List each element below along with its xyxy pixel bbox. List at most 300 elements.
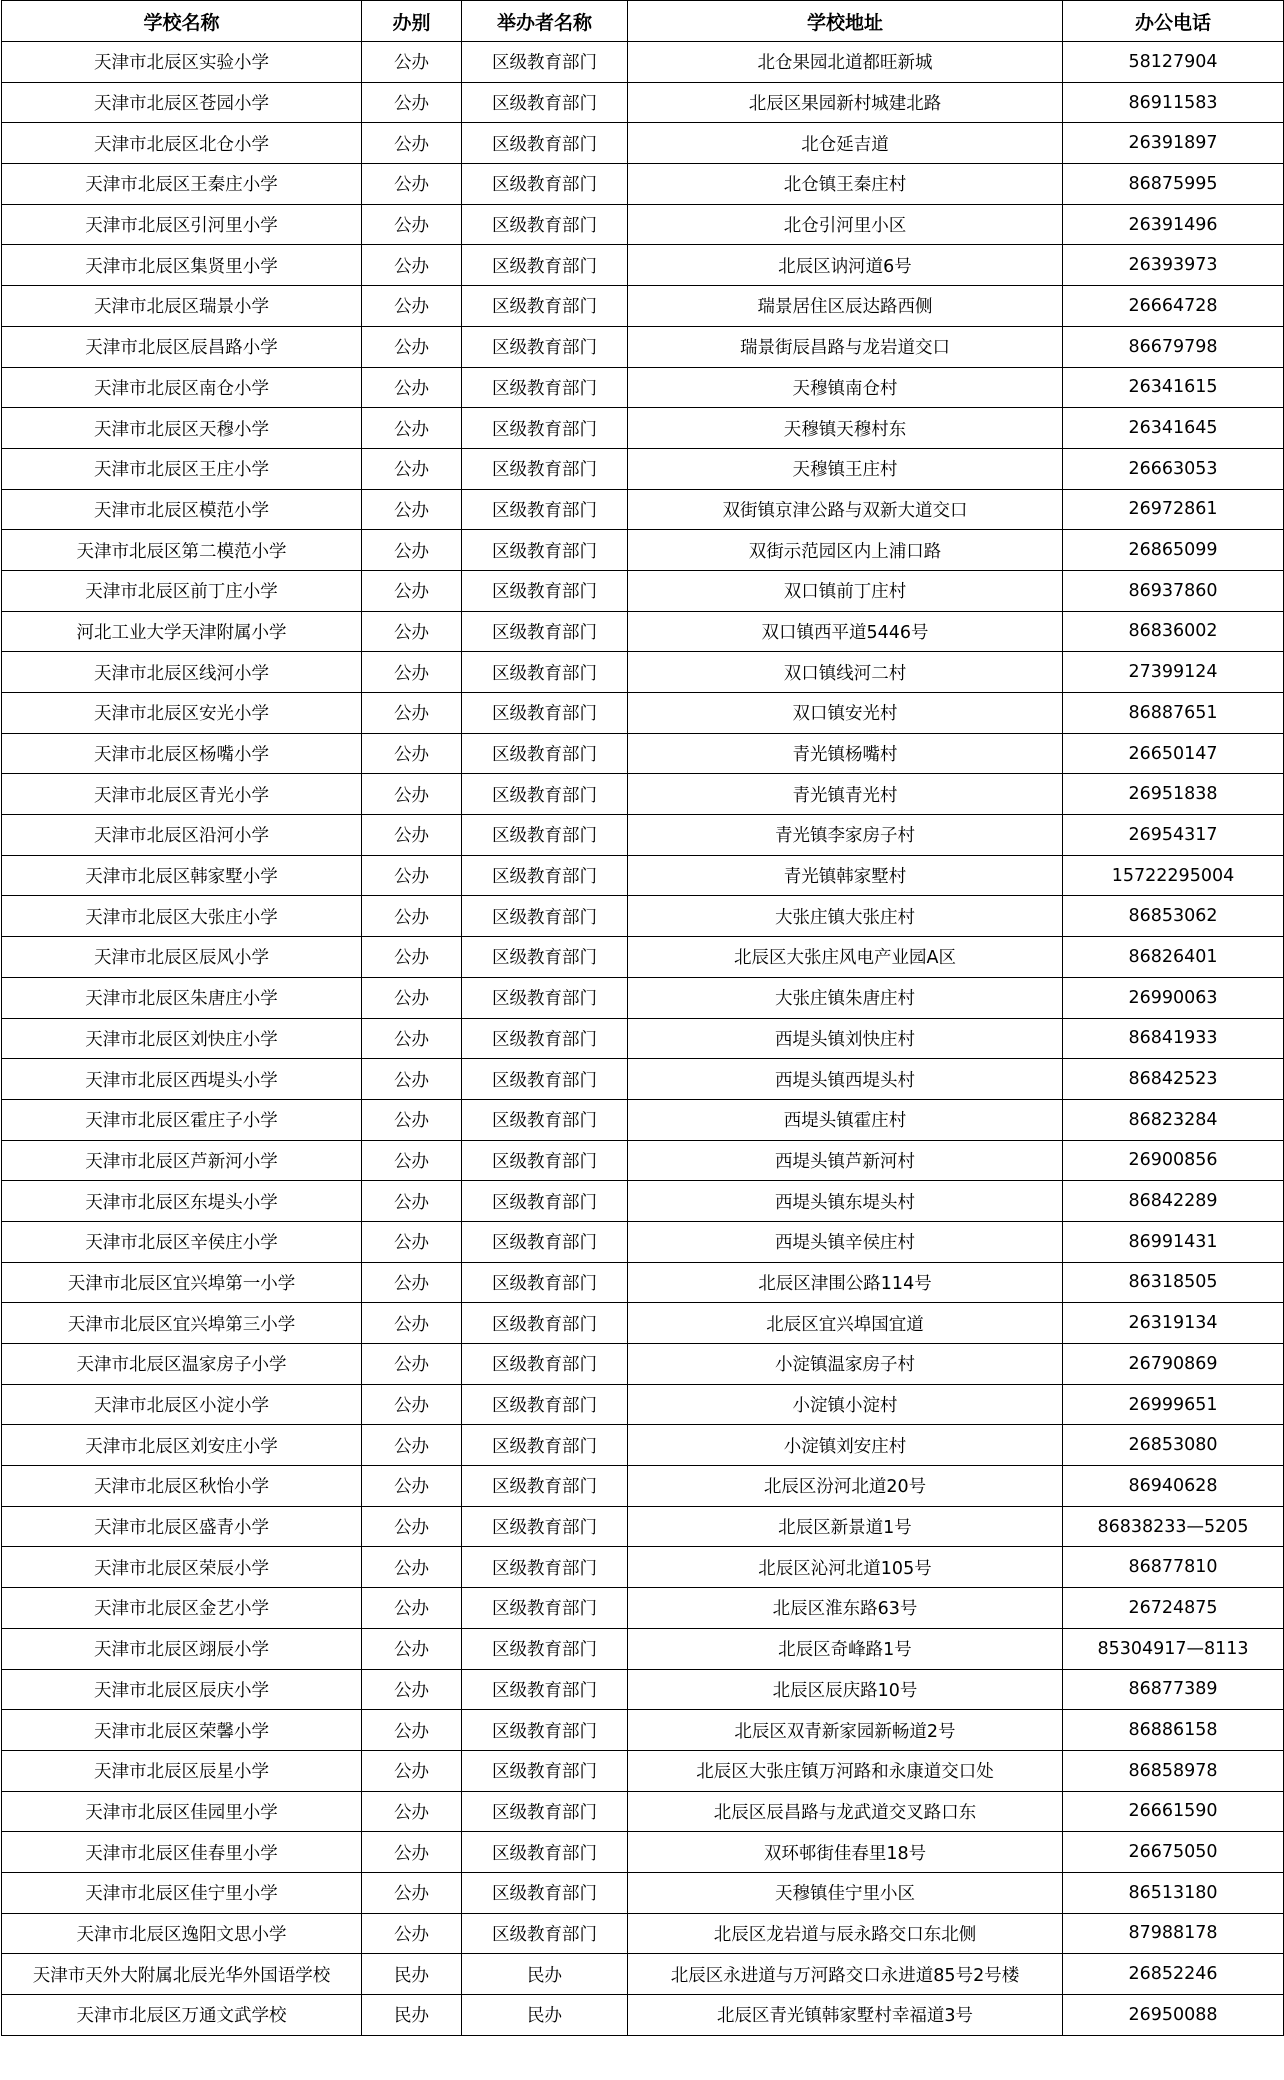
cell-address: 双口镇前丁庄村: [628, 570, 1063, 611]
cell-phone: 86991431: [1063, 1221, 1284, 1262]
cell-phone: 26650147: [1063, 733, 1284, 774]
cell-phone: 86937860: [1063, 570, 1284, 611]
cell-organizer: 区级教育部门: [462, 408, 628, 449]
cell-address: 西堤头镇西堤头村: [628, 1059, 1063, 1100]
cell-phone: 26853080: [1063, 1425, 1284, 1466]
cell-phone: 26951838: [1063, 774, 1284, 815]
table-row: [2, 815, 1284, 856]
header-organizer: 举办者名称: [462, 1, 628, 42]
table-row: [2, 896, 1284, 937]
cell-school-type: 公办: [362, 815, 462, 856]
cell-organizer: 区级教育部门: [462, 1669, 628, 1710]
cell-school-name: 天津市北辰区秋怡小学: [2, 1466, 362, 1507]
cell-organizer: 民办: [462, 1995, 628, 2036]
cell-phone: 26675050: [1063, 1832, 1284, 1873]
cell-school-name: 河北工业大学天津附属小学: [2, 611, 362, 652]
cell-address: 北辰区讷河道6号: [628, 245, 1063, 286]
cell-phone: 86513180: [1063, 1872, 1284, 1913]
cell-address: 瑞景居住区辰达路西侧: [628, 286, 1063, 327]
table-row: [2, 1791, 1284, 1832]
cell-school-type: 公办: [362, 1140, 462, 1181]
cell-phone: 26661590: [1063, 1791, 1284, 1832]
cell-address: 北辰区双青新家园新畅道2号: [628, 1710, 1063, 1751]
cell-phone: 26790869: [1063, 1344, 1284, 1385]
cell-school-name: 天津市北辰区辰庆小学: [2, 1669, 362, 1710]
cell-school-type: 公办: [362, 1221, 462, 1262]
cell-school-name: 天津市北辰区东堤头小学: [2, 1181, 362, 1222]
cell-school-name: 天津市北辰区北仓小学: [2, 123, 362, 164]
cell-school-type: 公办: [362, 1669, 462, 1710]
cell-organizer: 区级教育部门: [462, 855, 628, 896]
cell-phone: 86877810: [1063, 1547, 1284, 1588]
cell-address: 西堤头镇芦新河村: [628, 1140, 1063, 1181]
header-school-type: 办别: [362, 1, 462, 42]
cell-school-type: 公办: [362, 855, 462, 896]
cell-address: 北辰区大张庄镇万河路和永康道交口处: [628, 1750, 1063, 1791]
cell-school-type: 公办: [362, 123, 462, 164]
table-row: [2, 774, 1284, 815]
cell-address: 北仓引河里小区: [628, 204, 1063, 245]
cell-address: 小淀镇刘安庄村: [628, 1425, 1063, 1466]
table-row: [2, 1059, 1284, 1100]
table-row: [2, 82, 1284, 123]
table-row: [2, 1140, 1284, 1181]
cell-phone: 26865099: [1063, 530, 1284, 571]
cell-school-type: 公办: [362, 42, 462, 83]
cell-address: 西堤头镇辛侯庄村: [628, 1221, 1063, 1262]
cell-organizer: 区级教育部门: [462, 1791, 628, 1832]
school-table: [1, 0, 1284, 2036]
table-row: [2, 448, 1284, 489]
cell-address: 小淀镇小淀村: [628, 1384, 1063, 1425]
table-row: [2, 1181, 1284, 1222]
cell-address: 大张庄镇朱唐庄村: [628, 977, 1063, 1018]
cell-organizer: 区级教育部门: [462, 733, 628, 774]
cell-school-name: 天津市北辰区小淀小学: [2, 1384, 362, 1425]
table-row: [2, 1506, 1284, 1547]
cell-school-name: 天津市北辰区王庄小学: [2, 448, 362, 489]
cell-school-type: 公办: [362, 1628, 462, 1669]
cell-school-type: 公办: [362, 1710, 462, 1751]
cell-phone: 26950088: [1063, 1995, 1284, 2036]
cell-organizer: 区级教育部门: [462, 1344, 628, 1385]
table-row: [2, 1547, 1284, 1588]
cell-address: 青光镇杨嘴村: [628, 733, 1063, 774]
table-row: [2, 1710, 1284, 1751]
table-row: [2, 489, 1284, 530]
cell-organizer: 区级教育部门: [462, 204, 628, 245]
cell-school-type: 公办: [362, 652, 462, 693]
cell-phone: 26393973: [1063, 245, 1284, 286]
table-header: [2, 1, 1284, 42]
cell-organizer: 区级教育部门: [462, 1588, 628, 1629]
cell-organizer: 区级教育部门: [462, 570, 628, 611]
cell-school-name: 天津市北辰区天穆小学: [2, 408, 362, 449]
cell-address: 西堤头镇霍庄村: [628, 1099, 1063, 1140]
cell-organizer: 区级教育部门: [462, 774, 628, 815]
cell-phone: 86911583: [1063, 82, 1284, 123]
cell-address: 天穆镇佳宁里小区: [628, 1872, 1063, 1913]
cell-school-name: 天津市北辰区大张庄小学: [2, 896, 362, 937]
cell-phone: 86940628: [1063, 1466, 1284, 1507]
cell-address: 北仓延吉道: [628, 123, 1063, 164]
cell-school-type: 公办: [362, 204, 462, 245]
cell-organizer: 区级教育部门: [462, 1872, 628, 1913]
cell-school-name: 天津市北辰区辰昌路小学: [2, 326, 362, 367]
cell-school-type: 公办: [362, 1303, 462, 1344]
cell-school-name: 天津市北辰区西堤头小学: [2, 1059, 362, 1100]
cell-address: 青光镇青光村: [628, 774, 1063, 815]
cell-organizer: 区级教育部门: [462, 1750, 628, 1791]
cell-address: 大张庄镇大张庄村: [628, 896, 1063, 937]
cell-school-type: 公办: [362, 1872, 462, 1913]
cell-school-name: 天津市北辰区宜兴埠第三小学: [2, 1303, 362, 1344]
cell-address: 青光镇韩家墅村: [628, 855, 1063, 896]
cell-organizer: 区级教育部门: [462, 1384, 628, 1425]
cell-school-type: 公办: [362, 1791, 462, 1832]
cell-school-name: 天津市北辰区王秦庄小学: [2, 164, 362, 205]
cell-school-name: 天津市北辰区韩家墅小学: [2, 855, 362, 896]
table-row: [2, 42, 1284, 83]
table-row: [2, 611, 1284, 652]
cell-organizer: 区级教育部门: [462, 1181, 628, 1222]
cell-organizer: 区级教育部门: [462, 530, 628, 571]
cell-school-name: 天津市北辰区佳园里小学: [2, 1791, 362, 1832]
cell-organizer: 区级教育部门: [462, 1018, 628, 1059]
cell-school-type: 公办: [362, 489, 462, 530]
table-row: [2, 1221, 1284, 1262]
table-row: [2, 937, 1284, 978]
table-row: [2, 1872, 1284, 1913]
cell-school-type: 公办: [362, 408, 462, 449]
cell-phone: 26724875: [1063, 1588, 1284, 1629]
cell-school-type: 公办: [362, 1913, 462, 1954]
cell-phone: 86858978: [1063, 1750, 1284, 1791]
cell-school-type: 公办: [362, 937, 462, 978]
cell-school-type: 公办: [362, 611, 462, 652]
cell-organizer: 区级教育部门: [462, 1710, 628, 1751]
cell-organizer: 区级教育部门: [462, 1099, 628, 1140]
cell-school-name: 天津市北辰区引河里小学: [2, 204, 362, 245]
cell-school-name: 天津市北辰区实验小学: [2, 42, 362, 83]
cell-phone: 87988178: [1063, 1913, 1284, 1954]
cell-organizer: 区级教育部门: [462, 367, 628, 408]
cell-school-name: 天津市北辰区第二模范小学: [2, 530, 362, 571]
cell-school-type: 公办: [362, 896, 462, 937]
cell-address: 北辰区大张庄风电产业园A区: [628, 937, 1063, 978]
cell-address: 双街示范园区内上浦口路: [628, 530, 1063, 571]
cell-address: 小淀镇温家房子村: [628, 1344, 1063, 1385]
table-row: [2, 1750, 1284, 1791]
cell-school-name: 天津市北辰区青光小学: [2, 774, 362, 815]
cell-school-name: 天津市北辰区金艺小学: [2, 1588, 362, 1629]
table-row: [2, 286, 1284, 327]
cell-school-type: 公办: [362, 1425, 462, 1466]
cell-phone: 86886158: [1063, 1710, 1284, 1751]
cell-organizer: 区级教育部门: [462, 1913, 628, 1954]
table-row: [2, 1913, 1284, 1954]
cell-organizer: 区级教育部门: [462, 448, 628, 489]
cell-phone: 86842289: [1063, 1181, 1284, 1222]
cell-school-type: 公办: [362, 733, 462, 774]
cell-school-type: 公办: [362, 367, 462, 408]
cell-school-type: 公办: [362, 570, 462, 611]
cell-address: 北辰区汾河北道20号: [628, 1466, 1063, 1507]
table-row: [2, 1099, 1284, 1140]
cell-school-type: 公办: [362, 1506, 462, 1547]
cell-address: 北辰区津围公路114号: [628, 1262, 1063, 1303]
cell-phone: 26972861: [1063, 489, 1284, 530]
cell-phone: 15722295004: [1063, 855, 1284, 896]
cell-school-name: 天津市北辰区辰风小学: [2, 937, 362, 978]
cell-phone: 86853062: [1063, 896, 1284, 937]
cell-school-name: 天津市北辰区杨嘴小学: [2, 733, 362, 774]
table-row: [2, 123, 1284, 164]
cell-organizer: 区级教育部门: [462, 42, 628, 83]
cell-school-name: 天津市北辰区盛青小学: [2, 1506, 362, 1547]
cell-phone: 26391897: [1063, 123, 1284, 164]
table-row: [2, 1018, 1284, 1059]
cell-phone: 27399124: [1063, 652, 1284, 693]
cell-organizer: 区级教育部门: [462, 1262, 628, 1303]
cell-school-name: 天津市北辰区朱唐庄小学: [2, 977, 362, 1018]
cell-school-type: 民办: [362, 1954, 462, 1995]
cell-address: 西堤头镇东堤头村: [628, 1181, 1063, 1222]
cell-school-name: 天津市北辰区瑞景小学: [2, 286, 362, 327]
cell-organizer: 区级教育部门: [462, 1425, 628, 1466]
cell-school-name: 天津市北辰区集贤里小学: [2, 245, 362, 286]
cell-organizer: 区级教育部门: [462, 611, 628, 652]
cell-address: 天穆镇王庄村: [628, 448, 1063, 489]
cell-organizer: 区级教育部门: [462, 1466, 628, 1507]
cell-address: 北仓果园北道都旺新城: [628, 42, 1063, 83]
cell-phone: 85304917—8113: [1063, 1628, 1284, 1669]
cell-organizer: 区级教育部门: [462, 815, 628, 856]
cell-school-name: 天津市北辰区刘快庄小学: [2, 1018, 362, 1059]
cell-school-name: 天津市北辰区前丁庄小学: [2, 570, 362, 611]
cell-phone: 26319134: [1063, 1303, 1284, 1344]
table-row: [2, 326, 1284, 367]
cell-organizer: 区级教育部门: [462, 1832, 628, 1873]
cell-organizer: 区级教育部门: [462, 896, 628, 937]
cell-organizer: 区级教育部门: [462, 286, 628, 327]
cell-organizer: 区级教育部门: [462, 1628, 628, 1669]
cell-school-name: 天津市北辰区模范小学: [2, 489, 362, 530]
cell-school-type: 公办: [362, 1832, 462, 1873]
cell-school-type: 公办: [362, 164, 462, 205]
header-address: 学校地址: [628, 1, 1063, 42]
cell-address: 北辰区永进道与万河路交口永进道85号2号楼: [628, 1954, 1063, 1995]
table-row: [2, 1262, 1284, 1303]
table-row: [2, 408, 1284, 449]
table-row: [2, 570, 1284, 611]
table-row: [2, 1588, 1284, 1629]
cell-phone: 26999651: [1063, 1384, 1284, 1425]
cell-school-name: 天津市北辰区宜兴埠第一小学: [2, 1262, 362, 1303]
cell-school-type: 民办: [362, 1995, 462, 2036]
cell-organizer: 区级教育部门: [462, 652, 628, 693]
cell-address: 北辰区龙岩道与辰永路交口东北侧: [628, 1913, 1063, 1954]
cell-address: 西堤头镇刘快庄村: [628, 1018, 1063, 1059]
header-school-name: 学校名称: [2, 1, 362, 42]
cell-phone: 86679798: [1063, 326, 1284, 367]
cell-phone: 26852246: [1063, 1954, 1284, 1995]
cell-school-name: 天津市天外大附属北辰光华外国语学校: [2, 1954, 362, 1995]
table-row: [2, 652, 1284, 693]
cell-school-name: 天津市北辰区线河小学: [2, 652, 362, 693]
cell-school-type: 公办: [362, 1344, 462, 1385]
table-row: [2, 1995, 1284, 2036]
cell-organizer: 区级教育部门: [462, 326, 628, 367]
cell-phone: 26664728: [1063, 286, 1284, 327]
cell-organizer: 区级教育部门: [462, 693, 628, 734]
cell-school-name: 天津市北辰区万通文武学校: [2, 1995, 362, 2036]
cell-school-type: 公办: [362, 1181, 462, 1222]
document-page: [1, 0, 1283, 2036]
cell-organizer: 区级教育部门: [462, 977, 628, 1018]
cell-address: 双街镇京津公路与双新大道交口: [628, 489, 1063, 530]
cell-phone: 86823284: [1063, 1099, 1284, 1140]
cell-school-name: 天津市北辰区沿河小学: [2, 815, 362, 856]
cell-address: 北辰区宜兴埠国宜道: [628, 1303, 1063, 1344]
cell-school-type: 公办: [362, 977, 462, 1018]
cell-school-type: 公办: [362, 1099, 462, 1140]
cell-organizer: 区级教育部门: [462, 1059, 628, 1100]
table-row: [2, 1384, 1284, 1425]
cell-school-name: 天津市北辰区安光小学: [2, 693, 362, 734]
cell-school-type: 公办: [362, 286, 462, 327]
cell-organizer: 区级教育部门: [462, 1140, 628, 1181]
cell-phone: 86836002: [1063, 611, 1284, 652]
cell-school-type: 公办: [362, 245, 462, 286]
table-row: [2, 1954, 1284, 1995]
cell-address: 天穆镇南仓村: [628, 367, 1063, 408]
cell-school-type: 公办: [362, 1547, 462, 1588]
cell-organizer: 区级教育部门: [462, 82, 628, 123]
cell-organizer: 区级教育部门: [462, 489, 628, 530]
cell-phone: 86826401: [1063, 937, 1284, 978]
cell-phone: 86875995: [1063, 164, 1284, 205]
cell-address: 北辰区青光镇韩家墅村幸福道3号: [628, 1995, 1063, 2036]
cell-address: 青光镇李家房子村: [628, 815, 1063, 856]
cell-address: 北辰区新景道1号: [628, 1506, 1063, 1547]
cell-school-type: 公办: [362, 1059, 462, 1100]
cell-phone: 86838233—5205: [1063, 1506, 1284, 1547]
cell-school-type: 公办: [362, 326, 462, 367]
cell-organizer: 区级教育部门: [462, 1303, 628, 1344]
cell-address: 北辰区淮东路63号: [628, 1588, 1063, 1629]
cell-phone: 86841933: [1063, 1018, 1284, 1059]
table-row: [2, 733, 1284, 774]
cell-school-name: 天津市北辰区辰星小学: [2, 1750, 362, 1791]
cell-address: 北辰区果园新村城建北路: [628, 82, 1063, 123]
cell-address: 双口镇西平道5446号: [628, 611, 1063, 652]
cell-address: 北辰区沁河北道105号: [628, 1547, 1063, 1588]
table-row: [2, 530, 1284, 571]
cell-school-name: 天津市北辰区辛侯庄小学: [2, 1221, 362, 1262]
cell-organizer: 民办: [462, 1954, 628, 1995]
cell-address: 北辰区奇峰路1号: [628, 1628, 1063, 1669]
cell-school-name: 天津市北辰区南仓小学: [2, 367, 362, 408]
cell-school-name: 天津市北辰区刘安庄小学: [2, 1425, 362, 1466]
cell-school-type: 公办: [362, 448, 462, 489]
cell-school-type: 公办: [362, 1018, 462, 1059]
table-row: [2, 977, 1284, 1018]
cell-school-type: 公办: [362, 530, 462, 571]
cell-school-type: 公办: [362, 1588, 462, 1629]
cell-school-name: 天津市北辰区佳宁里小学: [2, 1872, 362, 1913]
table-row: [2, 204, 1284, 245]
cell-phone: 86842523: [1063, 1059, 1284, 1100]
cell-phone: 86877389: [1063, 1669, 1284, 1710]
cell-school-type: 公办: [362, 82, 462, 123]
cell-phone: 26391496: [1063, 204, 1284, 245]
table-row: [2, 1628, 1284, 1669]
cell-phone: 26663053: [1063, 448, 1284, 489]
cell-address: 北辰区辰昌路与龙武道交叉路口东: [628, 1791, 1063, 1832]
table-row: [2, 164, 1284, 205]
cell-address: 北仓镇王秦庄村: [628, 164, 1063, 205]
cell-school-name: 天津市北辰区霍庄子小学: [2, 1099, 362, 1140]
cell-school-type: 公办: [362, 1262, 462, 1303]
cell-school-name: 天津市北辰区温家房子小学: [2, 1344, 362, 1385]
header-phone: 办公电话: [1063, 1, 1284, 42]
cell-phone: 26990063: [1063, 977, 1284, 1018]
cell-organizer: 区级教育部门: [462, 164, 628, 205]
table-row: [2, 693, 1284, 734]
cell-address: 瑞景街辰昌路与龙岩道交口: [628, 326, 1063, 367]
table-row: [2, 245, 1284, 286]
cell-organizer: 区级教育部门: [462, 123, 628, 164]
table-row: [2, 1425, 1284, 1466]
cell-school-name: 天津市北辰区荣馨小学: [2, 1710, 362, 1751]
cell-phone: 26341645: [1063, 408, 1284, 449]
cell-address: 双口镇安光村: [628, 693, 1063, 734]
cell-phone: 26954317: [1063, 815, 1284, 856]
cell-school-type: 公办: [362, 1750, 462, 1791]
table-row: [2, 1466, 1284, 1507]
cell-address: 天穆镇天穆村东: [628, 408, 1063, 449]
cell-school-name: 天津市北辰区佳春里小学: [2, 1832, 362, 1873]
table-row: [2, 1832, 1284, 1873]
cell-school-type: 公办: [362, 1384, 462, 1425]
cell-address: 北辰区辰庆路10号: [628, 1669, 1063, 1710]
cell-address: 双口镇线河二村: [628, 652, 1063, 693]
cell-phone: 26341615: [1063, 367, 1284, 408]
table-row: [2, 855, 1284, 896]
cell-organizer: 区级教育部门: [462, 245, 628, 286]
cell-organizer: 区级教育部门: [462, 1547, 628, 1588]
cell-phone: 58127904: [1063, 42, 1284, 83]
table-row: [2, 1303, 1284, 1344]
cell-organizer: 区级教育部门: [462, 1506, 628, 1547]
cell-school-type: 公办: [362, 774, 462, 815]
table-row: [2, 367, 1284, 408]
cell-school-name: 天津市北辰区苍园小学: [2, 82, 362, 123]
cell-school-name: 天津市北辰区芦新河小学: [2, 1140, 362, 1181]
cell-school-type: 公办: [362, 1466, 462, 1507]
table-body: [2, 42, 1284, 2036]
cell-organizer: 区级教育部门: [462, 937, 628, 978]
cell-school-name: 天津市北辰区翊辰小学: [2, 1628, 362, 1669]
table-row: [2, 1669, 1284, 1710]
cell-school-type: 公办: [362, 693, 462, 734]
table-row: [2, 1344, 1284, 1385]
cell-address: 双环邨街佳春里18号: [628, 1832, 1063, 1873]
cell-organizer: 区级教育部门: [462, 1221, 628, 1262]
cell-phone: 26900856: [1063, 1140, 1284, 1181]
cell-school-name: 天津市北辰区荣辰小学: [2, 1547, 362, 1588]
